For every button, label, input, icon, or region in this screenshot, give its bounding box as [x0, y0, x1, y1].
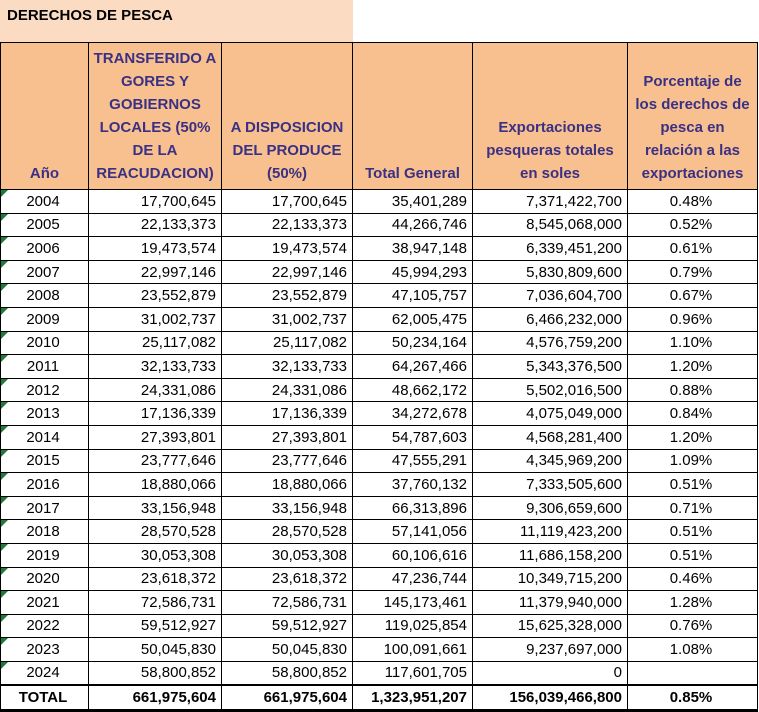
- year-label: 2015: [26, 452, 60, 470]
- cell-produce[interactable]: 50,045,830: [222, 638, 353, 662]
- total-cell-porcentaje[interactable]: 0.85%: [628, 685, 758, 711]
- error-indicator-icon: [1, 473, 8, 480]
- year-cell[interactable]: [1, 307, 89, 331]
- cell-porcentaje[interactable]: 1.20%: [628, 355, 758, 379]
- cell-transferido[interactable]: 28,570,528: [89, 520, 222, 544]
- cell-transferido[interactable]: 59,512,927: [89, 614, 222, 638]
- cell-exportaciones[interactable]: 4,345,969,200: [473, 449, 628, 473]
- table-row: [1, 307, 758, 331]
- cell-produce[interactable]: 30,053,308: [222, 543, 353, 567]
- cell-produce[interactable]: 19,473,574: [222, 237, 353, 261]
- cell-total_general[interactable]: 62,005,475: [353, 307, 473, 331]
- error-indicator-icon: [1, 497, 8, 504]
- column-header-transferido[interactable]: TRANSFERIDO A GORES Y GOBIERNOS LOCALES (50% DE LA REACUDACION): [89, 43, 222, 190]
- error-indicator-icon: [1, 544, 8, 551]
- year-label: 2013: [26, 405, 60, 423]
- cell-porcentaje[interactable]: 0.46%: [628, 567, 758, 591]
- year-label: 2010: [26, 334, 60, 352]
- cell-porcentaje[interactable]: 0.79%: [628, 260, 758, 284]
- cell-total_general[interactable]: 54,787,603: [353, 425, 473, 449]
- error-indicator-icon: [1, 332, 8, 339]
- year-label: 2017: [26, 499, 60, 517]
- year-label: 2009: [26, 310, 60, 328]
- cell-porcentaje[interactable]: 1.08%: [628, 638, 758, 662]
- year-cell[interactable]: [1, 496, 89, 520]
- cell-transferido[interactable]: 25,117,082: [89, 331, 222, 355]
- column-header-exportaciones[interactable]: Exportaciones pesqueras totales en soles: [473, 43, 628, 190]
- cell-exportaciones[interactable]: 5,343,376,500: [473, 355, 628, 379]
- cell-exportaciones[interactable]: 9,306,659,600: [473, 496, 628, 520]
- year-label: 2022: [26, 617, 60, 635]
- cell-total_general[interactable]: 45,994,293: [353, 260, 473, 284]
- table-row: [1, 237, 758, 261]
- column-header-produce[interactable]: A DISPOSICION DEL PRODUCE (50%): [222, 43, 353, 190]
- year-label: 2020: [26, 570, 60, 588]
- cell-porcentaje[interactable]: 0.88%: [628, 378, 758, 402]
- table-row: [1, 378, 758, 402]
- cell-porcentaje[interactable]: 0.96%: [628, 307, 758, 331]
- cell-total_general[interactable]: 47,105,757: [353, 284, 473, 308]
- cell-produce[interactable]: 72,586,731: [222, 591, 353, 615]
- cell-total_general[interactable]: 64,267,466: [353, 355, 473, 379]
- year-label: 2016: [26, 475, 60, 493]
- year-cell[interactable]: [1, 284, 89, 308]
- cell-produce[interactable]: 33,156,948: [222, 496, 353, 520]
- cell-porcentaje[interactable]: 1.10%: [628, 331, 758, 355]
- table-row: [1, 473, 758, 497]
- cell-transferido[interactable]: 23,618,372: [89, 567, 222, 591]
- year-cell[interactable]: [1, 591, 89, 615]
- cell-total_general[interactable]: 117,601,705: [353, 661, 473, 685]
- cell-produce[interactable]: 22,133,373: [222, 213, 353, 237]
- error-indicator-icon: [1, 520, 8, 527]
- cell-produce[interactable]: 23,618,372: [222, 567, 353, 591]
- cell-total_general[interactable]: 50,234,164: [353, 331, 473, 355]
- table-row: [1, 614, 758, 638]
- year-cell[interactable]: [1, 473, 89, 497]
- cell-porcentaje[interactable]: 1.20%: [628, 425, 758, 449]
- table-row: [1, 520, 758, 544]
- year-label: 2021: [26, 593, 60, 611]
- cell-produce[interactable]: 58,800,852: [222, 661, 353, 685]
- error-indicator-icon: [1, 426, 8, 433]
- year-label: 2004: [26, 192, 60, 210]
- table-row: [1, 260, 758, 284]
- cell-exportaciones[interactable]: 15,625,328,000: [473, 614, 628, 638]
- cell-produce[interactable]: 17,136,339: [222, 402, 353, 426]
- cell-total_general[interactable]: 35,401,289: [353, 190, 473, 214]
- year-label: 2011: [26, 357, 60, 375]
- year-cell[interactable]: [1, 449, 89, 473]
- error-indicator-icon: [1, 284, 8, 291]
- year-cell[interactable]: [1, 543, 89, 567]
- cell-produce[interactable]: 22,997,146: [222, 260, 353, 284]
- cell-exportaciones[interactable]: 10,349,715,200: [473, 567, 628, 591]
- column-header-total_general[interactable]: Total General: [353, 43, 473, 190]
- year-label: 2023: [26, 641, 60, 659]
- year-label: 2019: [26, 546, 60, 564]
- sheet-title[interactable]: DERECHOS DE PESCA: [0, 0, 353, 42]
- total-label-cell[interactable]: TOTAL: [1, 685, 89, 711]
- year-cell[interactable]: [1, 237, 89, 261]
- cell-transferido[interactable]: 32,133,733: [89, 355, 222, 379]
- cell-total_general[interactable]: 100,091,661: [353, 638, 473, 662]
- cell-exportaciones[interactable]: 9,237,697,000: [473, 638, 628, 662]
- year-cell[interactable]: [1, 638, 89, 662]
- year-cell[interactable]: [1, 378, 89, 402]
- error-indicator-icon: [1, 662, 8, 669]
- cell-produce[interactable]: 25,117,082: [222, 331, 353, 355]
- cell-transferido[interactable]: 27,393,801: [89, 425, 222, 449]
- cell-porcentaje[interactable]: [628, 661, 758, 685]
- table-row: [1, 213, 758, 237]
- cell-total_general[interactable]: 38,947,148: [353, 237, 473, 261]
- cell-exportaciones[interactable]: 11,119,423,200: [473, 520, 628, 544]
- table-row: [1, 591, 758, 615]
- cell-exportaciones[interactable]: 7,371,422,700: [473, 190, 628, 214]
- cell-porcentaje[interactable]: 0.51%: [628, 473, 758, 497]
- cell-exportaciones[interactable]: 0: [473, 661, 628, 685]
- table-row: [1, 638, 758, 662]
- cell-exportaciones[interactable]: 11,379,940,000: [473, 591, 628, 615]
- table-row: [1, 355, 758, 379]
- error-indicator-icon: [1, 638, 8, 645]
- year-cell[interactable]: [1, 260, 89, 284]
- header-row: [1, 43, 758, 190]
- cell-transferido[interactable]: 22,997,146: [89, 260, 222, 284]
- cell-total_general[interactable]: 47,555,291: [353, 449, 473, 473]
- cell-porcentaje[interactable]: 0.67%: [628, 284, 758, 308]
- cell-produce[interactable]: 23,777,646: [222, 449, 353, 473]
- cell-total_general[interactable]: 119,025,854: [353, 614, 473, 638]
- table-row: [1, 331, 758, 355]
- error-indicator-icon: [1, 568, 8, 575]
- error-indicator-icon: [1, 261, 8, 268]
- cell-transferido[interactable]: 19,473,574: [89, 237, 222, 261]
- cell-transferido[interactable]: 31,002,737: [89, 307, 222, 331]
- table-row: [1, 496, 758, 520]
- cell-transferido[interactable]: 24,331,086: [89, 378, 222, 402]
- year-label: 2006: [26, 239, 60, 257]
- cell-transferido[interactable]: 30,053,308: [89, 543, 222, 567]
- total-cell-transferido[interactable]: 661,975,604: [89, 685, 222, 711]
- cell-transferido[interactable]: 18,880,066: [89, 473, 222, 497]
- table-row: [1, 567, 758, 591]
- cell-porcentaje[interactable]: 0.51%: [628, 543, 758, 567]
- error-indicator-icon: [1, 214, 8, 221]
- cell-produce[interactable]: 59,512,927: [222, 614, 353, 638]
- table-row: [1, 661, 758, 685]
- cell-total_general[interactable]: 34,272,678: [353, 402, 473, 426]
- cell-total_general[interactable]: 47,236,744: [353, 567, 473, 591]
- year-cell[interactable]: [1, 614, 89, 638]
- cell-transferido[interactable]: 50,045,830: [89, 638, 222, 662]
- table-body: [1, 190, 758, 685]
- cell-produce[interactable]: 17,700,645: [222, 190, 353, 214]
- cell-exportaciones[interactable]: 6,339,451,200: [473, 237, 628, 261]
- year-label: 2018: [26, 523, 60, 541]
- error-indicator-icon: [1, 190, 8, 197]
- cell-exportaciones[interactable]: 8,545,068,000: [473, 213, 628, 237]
- year-label: 2005: [26, 216, 60, 234]
- table-row: [1, 284, 758, 308]
- table-row: [1, 543, 758, 567]
- cell-transferido[interactable]: 22,133,373: [89, 213, 222, 237]
- cell-produce[interactable]: 28,570,528: [222, 520, 353, 544]
- column-header-year[interactable]: Año: [1, 43, 89, 190]
- cell-exportaciones[interactable]: 6,466,232,000: [473, 307, 628, 331]
- error-indicator-icon: [1, 355, 8, 362]
- cell-porcentaje[interactable]: 0.84%: [628, 402, 758, 426]
- error-indicator-icon: [1, 379, 8, 386]
- total-cell-produce[interactable]: 661,975,604: [222, 685, 353, 711]
- cell-porcentaje[interactable]: 0.61%: [628, 237, 758, 261]
- year-cell[interactable]: [1, 425, 89, 449]
- cell-produce[interactable]: 18,880,066: [222, 473, 353, 497]
- cell-total_general[interactable]: 37,760,132: [353, 473, 473, 497]
- cell-total_general[interactable]: 57,141,056: [353, 520, 473, 544]
- cell-exportaciones[interactable]: 4,075,049,000: [473, 402, 628, 426]
- cell-transferido[interactable]: 17,700,645: [89, 190, 222, 214]
- year-cell[interactable]: [1, 190, 89, 214]
- cell-transferido[interactable]: 23,552,879: [89, 284, 222, 308]
- error-indicator-icon: [1, 402, 8, 409]
- cell-exportaciones[interactable]: 11,686,158,200: [473, 543, 628, 567]
- year-label: 2008: [26, 287, 60, 305]
- error-indicator-icon: [1, 237, 8, 244]
- cell-porcentaje[interactable]: 1.28%: [628, 591, 758, 615]
- cell-total_general[interactable]: 48,662,172: [353, 378, 473, 402]
- cell-porcentaje[interactable]: 0.48%: [628, 190, 758, 214]
- year-cell[interactable]: [1, 331, 89, 355]
- column-header-porcentaje[interactable]: Porcentaje de los derechos de pesca en relación a las exportaciones: [628, 43, 758, 190]
- error-indicator-icon: [1, 615, 8, 622]
- cell-total_general[interactable]: 145,173,461: [353, 591, 473, 615]
- year-label: 2007: [26, 263, 60, 281]
- cell-total_general[interactable]: 44,266,746: [353, 213, 473, 237]
- cell-produce[interactable]: 32,133,733: [222, 355, 353, 379]
- cell-produce[interactable]: 27,393,801: [222, 425, 353, 449]
- cell-produce[interactable]: 23,552,879: [222, 284, 353, 308]
- table-row: [1, 190, 758, 214]
- cell-porcentaje[interactable]: 0.71%: [628, 496, 758, 520]
- cell-porcentaje[interactable]: 1.09%: [628, 449, 758, 473]
- total-cell-total_general[interactable]: 1,323,951,207: [353, 685, 473, 711]
- derechos-pesca-table: [0, 42, 758, 712]
- cell-porcentaje[interactable]: 0.51%: [628, 520, 758, 544]
- cell-transferido[interactable]: 17,136,339: [89, 402, 222, 426]
- cell-exportaciones[interactable]: 7,333,505,600: [473, 473, 628, 497]
- total-cell-exportaciones[interactable]: 156,039,466,800: [473, 685, 628, 711]
- table-header: [1, 43, 758, 190]
- year-cell[interactable]: [1, 661, 89, 685]
- cell-transferido[interactable]: 72,586,731: [89, 591, 222, 615]
- year-label: 2014: [26, 428, 60, 446]
- table-row: [1, 449, 758, 473]
- year-label: 2012: [26, 381, 60, 399]
- year-cell[interactable]: [1, 402, 89, 426]
- error-indicator-icon: [1, 450, 8, 457]
- cell-transferido[interactable]: 23,777,646: [89, 449, 222, 473]
- cell-total_general[interactable]: 60,106,616: [353, 543, 473, 567]
- cell-total_general[interactable]: 66,313,896: [353, 496, 473, 520]
- cell-porcentaje[interactable]: 0.52%: [628, 213, 758, 237]
- year-cell[interactable]: [1, 355, 89, 379]
- table-row: [1, 425, 758, 449]
- table-row: [1, 402, 758, 426]
- error-indicator-icon: [1, 308, 8, 315]
- error-indicator-icon: [1, 591, 8, 598]
- cell-porcentaje[interactable]: 0.76%: [628, 614, 758, 638]
- cell-transferido[interactable]: 33,156,948: [89, 496, 222, 520]
- year-cell[interactable]: [1, 567, 89, 591]
- year-label: 2024: [26, 664, 60, 682]
- cell-produce[interactable]: 31,002,737: [222, 307, 353, 331]
- cell-exportaciones[interactable]: 4,576,759,200: [473, 331, 628, 355]
- cell-exportaciones[interactable]: 7,036,604,700: [473, 284, 628, 308]
- cell-produce[interactable]: 24,331,086: [222, 378, 353, 402]
- year-cell[interactable]: [1, 520, 89, 544]
- cell-exportaciones[interactable]: 5,502,016,500: [473, 378, 628, 402]
- cell-transferido[interactable]: 58,800,852: [89, 661, 222, 685]
- cell-exportaciones[interactable]: 4,568,281,400: [473, 425, 628, 449]
- cell-exportaciones[interactable]: 5,830,809,600: [473, 260, 628, 284]
- year-cell[interactable]: [1, 213, 89, 237]
